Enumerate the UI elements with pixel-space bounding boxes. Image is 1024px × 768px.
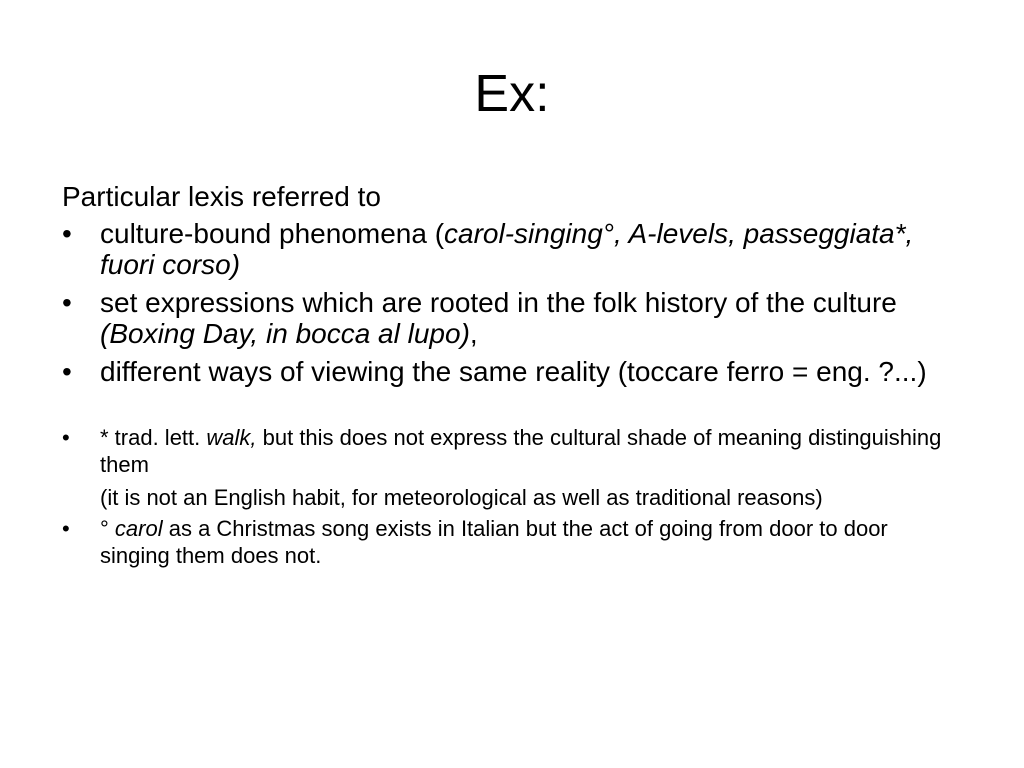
bullet-item bbox=[62, 287, 962, 349]
bullet-text-tail: , bbox=[469, 318, 478, 349]
bullet-marker: • bbox=[62, 218, 72, 249]
footnote-text-italic: walk, bbox=[206, 425, 257, 450]
footnote-text-tail: as a Christmas song exists in Italian but the act of going from door to door singing them does not. bbox=[100, 516, 888, 568]
footnote-text-italic: carol bbox=[114, 516, 163, 541]
footnote-text: * trad. lett. bbox=[100, 425, 207, 450]
slide-content bbox=[62, 180, 962, 573]
footnote-text-tail: but this does not express the cultural shade of meaning distinguishing them bbox=[100, 425, 942, 477]
bullet-marker: • bbox=[62, 516, 70, 541]
slide-title: Ex: bbox=[474, 65, 550, 123]
footnote-item bbox=[62, 424, 962, 478]
bullet-text: culture-bound phenomena ( bbox=[100, 218, 445, 249]
footnote-continuation: (it is not an English habit, for meteorological as well as traditional reasons) bbox=[100, 485, 823, 510]
footnote-item bbox=[62, 515, 962, 569]
bullet-marker: • bbox=[62, 425, 70, 450]
bullet-marker: • bbox=[62, 287, 72, 318]
spacer bbox=[62, 394, 962, 424]
bullet-text-italic: carol-singing°, A-levels, passeggiata*, fuori corso) bbox=[100, 218, 914, 280]
bullet-text: different ways of viewing the same reality (toccare ferro = eng. ?...) bbox=[100, 356, 927, 387]
bullet-text: set expressions which are rooted in the folk history of the culture bbox=[100, 287, 897, 318]
footnote-text: ° bbox=[100, 516, 115, 541]
bullet-text-italic: (Boxing Day, in bocca al lupo) bbox=[100, 318, 470, 349]
intro-text: Particular lexis referred to bbox=[62, 181, 382, 212]
bullet-item bbox=[62, 218, 962, 280]
bullet-item bbox=[62, 356, 962, 387]
bullet-marker: • bbox=[62, 356, 72, 387]
